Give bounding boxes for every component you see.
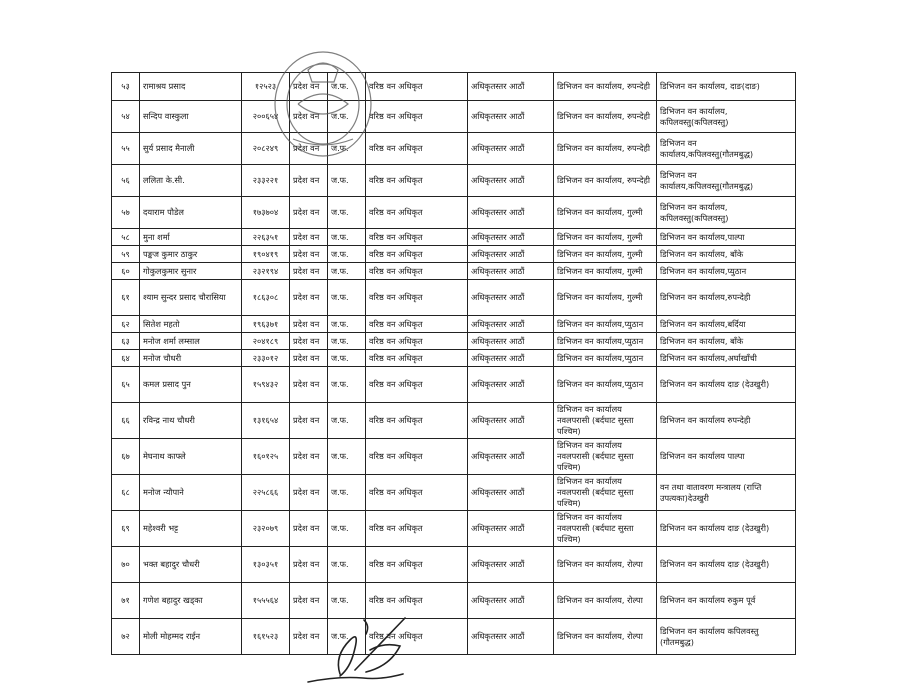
service-cell: प्रदेश वन [290,333,328,350]
service-cell: प्रदेश वन [290,229,328,246]
employee-code-cell: १६१५२३ [242,619,290,655]
group-cell: ज.फ. [328,316,366,333]
transfer-office-cell: डिभिजन वन कार्यालय,अर्घाखाँची [657,350,796,367]
table-row [112,511,796,547]
employee-code-cell: २३३२२१ [242,165,290,197]
group-cell: ज.फ. [328,619,366,655]
transfer-office-cell: डिभिजन वन कार्यालय, बाँके [657,333,796,350]
current-office-cell: डिभिजन वन कार्यालय, रोल्पा [554,547,657,583]
level-cell: अधिकृतस्तर आठौं [468,197,554,229]
table-row [112,280,796,316]
service-cell: प्रदेश वन [290,619,328,655]
group-cell: ज.फ. [328,246,366,263]
employee-name-cell: सितेश महतो [140,316,242,333]
post-cell: वरिष्ठ वन अधिकृत [366,547,468,583]
employee-name-cell: दयाराम पौडेल [140,197,242,229]
table-row [112,246,796,263]
employee-code-cell: २३२०७९ [242,511,290,547]
current-office-cell: डिभिजन वन कार्यालय, गुल्मी [554,280,657,316]
group-cell: ज.फ. [328,333,366,350]
level-cell: अधिकृतस्तर आठौं [468,350,554,367]
employee-code-cell: १७३७०४ [242,197,290,229]
transfer-office-cell: डिभिजन वन कार्यालय पाल्पा [657,439,796,475]
post-cell: वरिष्ठ वन अधिकृत [366,403,468,439]
transfer-office-cell: डिभिजन वन कार्यालय दाङ (देउखुरी) [657,511,796,547]
post-cell: वरिष्ठ वन अधिकृत [366,511,468,547]
serial-cell: ५८ [112,229,140,246]
group-cell: ज.फ. [328,280,366,316]
current-office-cell: डिभिजन वन कार्यालय,प्युठान [554,316,657,333]
level-cell: अधिकृतस्तर आठौं [468,333,554,350]
serial-cell: ६२ [112,316,140,333]
employee-name-cell: श्याम सुन्दर प्रसाद चौरासिया [140,280,242,316]
employee-name-cell: सुर्य प्रसाद मैनाली [140,133,242,165]
service-cell: प्रदेश वन [290,263,328,280]
employee-code-cell: १६०१२५ [242,439,290,475]
service-cell: प्रदेश वन [290,367,328,403]
table-row [112,133,796,165]
post-cell: वरिष्ठ वन अधिकृत [366,316,468,333]
table-row [112,197,796,229]
table-row [112,475,796,511]
level-cell: अधिकृतस्तर आठौं [468,511,554,547]
employee-code-cell: २३३०१२ [242,350,290,367]
service-cell: प्रदेश वन [290,246,328,263]
level-cell: अधिकृतस्तर आठौं [468,619,554,655]
serial-cell: ५६ [112,165,140,197]
post-cell: वरिष्ठ वन अधिकृत [366,333,468,350]
post-cell: वरिष्ठ वन अधिकृत [366,263,468,280]
transfer-office-cell: डिभिजन वन कार्यालय रुपन्देही [657,403,796,439]
employee-code-cell: १५५५६४ [242,583,290,619]
serial-cell: ६८ [112,475,140,511]
post-cell: वरिष्ठ वन अधिकृत [366,280,468,316]
table-row [112,439,796,475]
post-cell: वरिष्ठ वन अधिकृत [366,165,468,197]
group-cell: ज.फ. [328,165,366,197]
employee-code-cell: १९६३७१ [242,316,290,333]
transfer-office-cell: डिभिजन वन कार्यालय, कपिलवस्तु(कपिलवस्तु) [657,197,796,229]
employee-name-cell: गणेश बहादुर खड्का [140,583,242,619]
service-cell: प्रदेश वन [290,133,328,165]
current-office-cell: डिभिजन वन कार्यालय नवलपरासी (बर्दघाट सुस्ता पश्चिम) [554,439,657,475]
serial-cell: ५७ [112,197,140,229]
employee-name-cell: गोकुलकुमार सुनार [140,263,242,280]
level-cell: अधिकृतस्तर आठौं [468,165,554,197]
employee-code-cell: २०४१८९ [242,333,290,350]
transfer-office-cell: डिभिजन वन कार्यालय,कपिलवस्तु(गौतमबुद्ध) [657,165,796,197]
level-cell: अधिकृतस्तर आठौं [468,439,554,475]
table-row [112,547,796,583]
current-office-cell: डिभिजन वन कार्यालय,प्युठान [554,350,657,367]
service-cell: प्रदेश वन [290,511,328,547]
employee-code-cell: १३१६५४ [242,403,290,439]
table-row [112,165,796,197]
employee-code-cell: १५९४३२ [242,367,290,403]
employee-name-cell: रामाश्रय प्रसाद [140,73,242,101]
serial-cell: ५९ [112,246,140,263]
service-cell: प्रदेश वन [290,197,328,229]
group-cell: ज.फ. [328,350,366,367]
employee-code-cell: २३२१९४ [242,263,290,280]
post-cell: वरिष्ठ वन अधिकृत [366,475,468,511]
level-cell: अधिकृतस्तर आठौं [468,101,554,133]
employee-code-cell: २०८२४९ [242,133,290,165]
employee-name-cell: मनोज चौधरी [140,350,242,367]
service-cell: प्रदेश वन [290,475,328,511]
post-cell: वरिष्ठ वन अधिकृत [366,367,468,403]
employee-name-cell: मनोज न्यौपाने [140,475,242,511]
level-cell: अधिकृतस्तर आठौं [468,403,554,439]
current-office-cell: डिभिजन वन कार्यालय, रुपन्देही [554,73,657,101]
employee-name-cell: मेघनाथ काफ्ले [140,439,242,475]
current-office-cell: डिभिजन वन कार्यालय, गुल्मी [554,197,657,229]
group-cell: ज.फ. [328,547,366,583]
post-cell: वरिष्ठ वन अधिकृत [366,197,468,229]
employee-code-cell: २२५८६६ [242,475,290,511]
employee-name-cell: मनोज शर्मा लम्साल [140,333,242,350]
current-office-cell: डिभिजन वन कार्यालय,प्युठान [554,333,657,350]
group-cell: ज.फ. [328,133,366,165]
transfer-office-cell: डिभिजन वन कार्यालय,रुपन्देही [657,280,796,316]
current-office-cell: डिभिजन वन कार्यालय,प्युठान [554,367,657,403]
serial-cell: ६५ [112,367,140,403]
serial-cell: ६४ [112,350,140,367]
serial-cell: ६६ [112,403,140,439]
level-cell: अधिकृतस्तर आठौं [468,229,554,246]
transfer-table [111,72,796,655]
employee-code-cell: १३०३५१ [242,547,290,583]
level-cell: अधिकृतस्तर आठौं [468,583,554,619]
employee-name-cell: मुना शर्मा [140,229,242,246]
transfer-office-cell: डिभिजन वन कार्यालय, बाँके [657,246,796,263]
table-row [112,403,796,439]
service-cell: प्रदेश वन [290,547,328,583]
transfer-office-cell: डिभिजन वन कार्यालय,पाल्पा [657,229,796,246]
current-office-cell: डिभिजन वन कार्यालय, रुपन्देही [554,101,657,133]
employee-code-cell: १८६३०८ [242,280,290,316]
employee-name-cell: भक्त बहादुर चौधरी [140,547,242,583]
transfer-office-cell: डिभिजन वन कार्यालय कपिलवस्तु (गौतमबुद्ध) [657,619,796,655]
transfer-office-cell: डिभिजन वन कार्यालय,प्युठान [657,263,796,280]
current-office-cell: डिभिजन वन कार्यालय, गुल्मी [554,263,657,280]
employee-name-cell: रविन्द्र नाथ चौधरी [140,403,242,439]
post-cell: वरिष्ठ वन अधिकृत [366,133,468,165]
service-cell: प्रदेश वन [290,350,328,367]
table-row [112,263,796,280]
current-office-cell: डिभिजन वन कार्यालय, गुल्मी [554,229,657,246]
level-cell: अधिकृतस्तर आठौं [468,280,554,316]
employee-name-cell: महेश्वरी भट्ट [140,511,242,547]
group-cell: ज.फ. [328,511,366,547]
serial-cell: ६३ [112,333,140,350]
serial-cell: ६७ [112,439,140,475]
level-cell: अधिकृतस्तर आठौं [468,133,554,165]
service-cell: प्रदेश वन [290,403,328,439]
service-cell: प्रदेश वन [290,165,328,197]
group-cell: ज.फ. [328,197,366,229]
group-cell: ज.फ. [328,73,366,101]
service-cell: प्रदेश वन [290,316,328,333]
post-cell: वरिष्ठ वन अधिकृत [366,583,468,619]
post-cell: वरिष्ठ वन अधिकृत [366,350,468,367]
table-row [112,619,796,655]
transfer-office-cell: डिभिजन वन कार्यालय, दाङ(दाङ) [657,73,796,101]
service-cell: प्रदेश वन [290,280,328,316]
post-cell: वरिष्ठ वन अधिकृत [366,101,468,133]
post-cell: वरिष्ठ वन अधिकृत [366,619,468,655]
level-cell: अधिकृतस्तर आठौं [468,547,554,583]
serial-cell: ७१ [112,583,140,619]
table-row [112,367,796,403]
group-cell: ज.फ. [328,439,366,475]
table-row [112,583,796,619]
employee-code-cell: २००६५४ [242,101,290,133]
serial-cell: ७२ [112,619,140,655]
employee-name-cell: मोली मोहम्मद राईन [140,619,242,655]
post-cell: वरिष्ठ वन अधिकृत [366,229,468,246]
group-cell: ज.फ. [328,263,366,280]
employee-code-cell: १२५२३ [242,73,290,101]
level-cell: अधिकृतस्तर आठौं [468,475,554,511]
table-row [112,229,796,246]
table-row [112,333,796,350]
table-row [112,73,796,101]
group-cell: ज.फ. [328,367,366,403]
post-cell: वरिष्ठ वन अधिकृत [366,73,468,101]
post-cell: वरिष्ठ वन अधिकृत [366,246,468,263]
table-row [112,316,796,333]
current-office-cell: डिभिजन वन कार्यालय, रुपन्देही [554,165,657,197]
transfer-office-cell: डिभिजन वन कार्यालय, कपिलवस्तु(कपिलवस्तु) [657,101,796,133]
employee-name-cell: कमल प्रसाद पुन [140,367,242,403]
group-cell: ज.फ. [328,229,366,246]
level-cell: अधिकृतस्तर आठौं [468,263,554,280]
table-body [112,73,796,655]
current-office-cell: डिभिजन वन कार्यालय, रोल्पा [554,619,657,655]
level-cell: अधिकृतस्तर आठौं [468,246,554,263]
employee-name-cell: पङ्कज कुमार ठाकुर [140,246,242,263]
serial-cell: ५३ [112,73,140,101]
group-cell: ज.फ. [328,583,366,619]
transfer-office-cell: डिभिजन वन कार्यालय दाङ (देउखुरी) [657,367,796,403]
post-cell: वरिष्ठ वन अधिकृत [366,439,468,475]
group-cell: ज.फ. [328,475,366,511]
group-cell: ज.फ. [328,403,366,439]
employee-name-cell: सन्दिप वास्कुला [140,101,242,133]
transfer-office-cell: डिभिजन वन कार्यालय रुकुम पूर्व [657,583,796,619]
current-office-cell: डिभिजन वन कार्यालय, रुपन्देही [554,133,657,165]
service-cell: प्रदेश वन [290,439,328,475]
table-row [112,101,796,133]
current-office-cell: डिभिजन वन कार्यालय, रोल्पा [554,583,657,619]
level-cell: अधिकृतस्तर आठौं [468,73,554,101]
current-office-cell: डिभिजन वन कार्यालय, गुल्मी [554,246,657,263]
transfer-office-cell: डिभिजन वन कार्यालय,बर्दिया [657,316,796,333]
serial-cell: ६१ [112,280,140,316]
serial-cell: ६९ [112,511,140,547]
current-office-cell: डिभिजन वन कार्यालय नवलपरासी (बर्दघाट सुस्ता पश्चिम) [554,511,657,547]
transfer-office-cell: डिभिजन वन कार्यालय,कपिलवस्तु(गौतमबुद्ध) [657,133,796,165]
group-cell: ज.फ. [328,101,366,133]
level-cell: अधिकृतस्तर आठौं [468,316,554,333]
employee-code-cell: १९०४१९ [242,246,290,263]
serial-cell: ५४ [112,101,140,133]
service-cell: प्रदेश वन [290,73,328,101]
transfer-office-cell: वन तथा वातावरण मन्त्रालय (राप्ति उपत्यका)देउखुरी [657,475,796,511]
service-cell: प्रदेश वन [290,583,328,619]
level-cell: अधिकृतस्तर आठौं [468,367,554,403]
serial-cell: ५५ [112,133,140,165]
employee-name-cell: ललिता के.सी. [140,165,242,197]
serial-cell: ७० [112,547,140,583]
current-office-cell: डिभिजन वन कार्यालय नवलपरासी (बर्दघाट सुस्ता पश्चिम) [554,475,657,511]
current-office-cell: डिभिजन वन कार्यालय नवलपरासी (बर्दघाट सुस्ता पश्चिम) [554,403,657,439]
employee-code-cell: २२६३५१ [242,229,290,246]
transfer-office-cell: डिभिजन वन कार्यालय दाङ (देउखुरी) [657,547,796,583]
table-row [112,350,796,367]
service-cell: प्रदेश वन [290,101,328,133]
serial-cell: ६० [112,263,140,280]
